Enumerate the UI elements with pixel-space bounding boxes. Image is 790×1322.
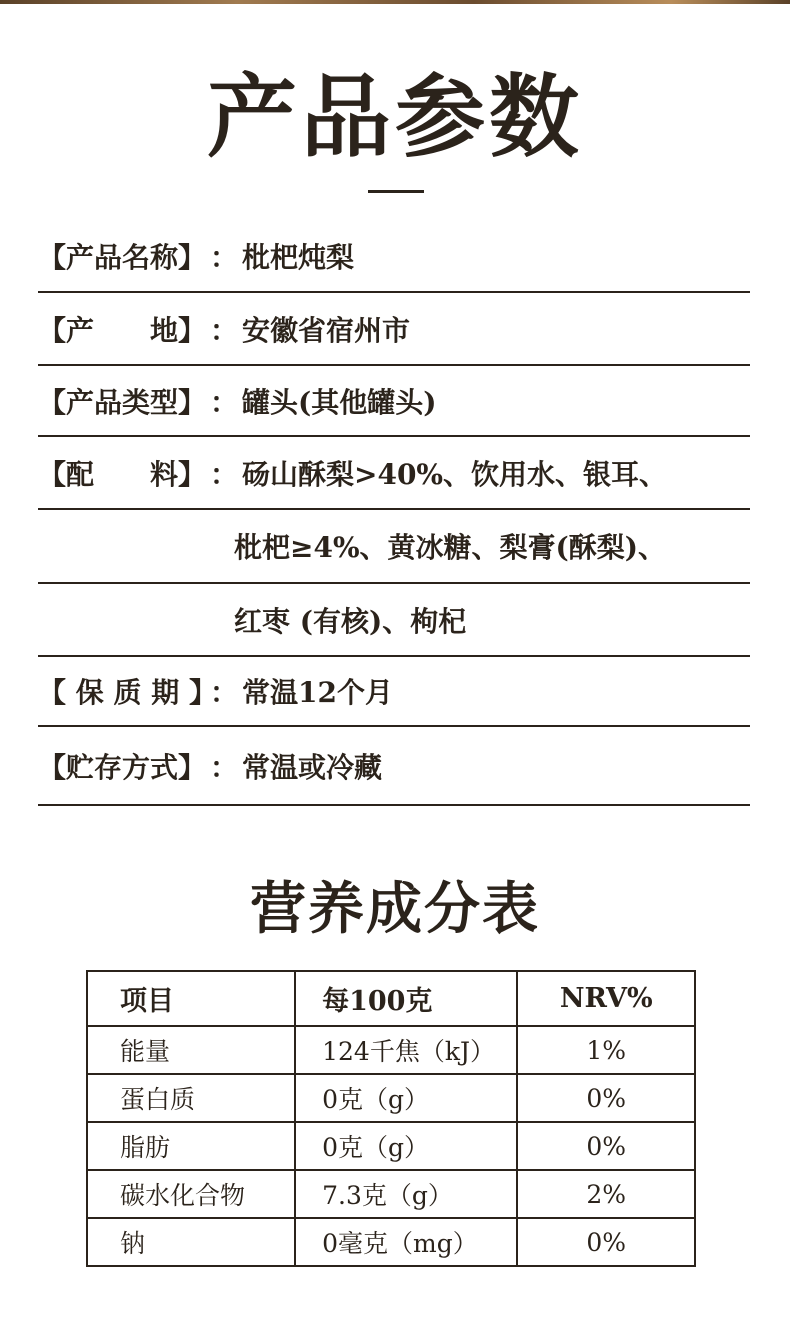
nutrient-name: 碳水化合物 [87,1170,295,1218]
param-row-origin [38,293,750,366]
nutrient-name: 钠 [87,1218,295,1266]
param-value: 砀山酥梨>40%、饮用水、银耳、 [242,457,668,491]
nutrient-amount: 7.3克（g） [295,1170,517,1218]
nutrient-nrv: 0% [517,1218,695,1266]
param-value: 枇杷≥4%、黄冰糖、梨膏(酥梨)、 [234,531,667,564]
nutrient-nrv: 2% [517,1170,695,1218]
nutrition-table [86,970,696,1267]
nutrition-title: 营养成分表 [250,876,540,942]
param-value: 枇杷炖梨 [242,240,355,274]
column-header-item: 项目 [87,971,295,1026]
param-key: 【产 地】 [38,313,207,347]
param-key: 【贮存方式】 [38,750,207,784]
param-separator: ： [210,750,239,784]
param-key: 【配 料】 [38,457,207,491]
param-key: 【 保 质 期 】 [38,676,217,709]
nutrient-amount: 124千焦（kJ） [295,1026,517,1074]
param-row-name [38,220,750,293]
nutrient-amount: 0克（g） [295,1122,517,1170]
nutrient-name: 蛋白质 [87,1074,295,1122]
param-row-ingredients-cont [38,510,750,584]
nutrient-name: 能量 [87,1026,295,1074]
nutrient-nrv: 1% [517,1026,695,1074]
title-divider [368,190,424,193]
column-header-per-100g: 每100克 [295,971,517,1026]
top-decorative-strip [0,0,790,4]
param-value: 红枣 (有核)、枸杞 [234,604,467,638]
table-row [87,1218,695,1266]
param-row-ingredients-cont [38,584,750,657]
param-separator: ： [210,313,239,347]
param-separator: ： [210,676,239,709]
param-key: 【产品类型】 [38,385,207,419]
table-header-row [87,971,695,1026]
param-separator: ： [210,457,239,491]
param-value: 常温或冷藏 [242,750,383,784]
table-row [87,1170,695,1218]
nutrient-nrv: 0% [517,1122,695,1170]
column-header-nrv: NRV% [517,971,695,1026]
product-params-list [38,220,750,806]
param-separator: ： [210,385,239,419]
param-row-shelf-life [38,657,750,727]
nutrient-amount: 0克（g） [295,1074,517,1122]
param-key: 【产品名称】 [38,240,207,274]
table-row [87,1026,695,1074]
nutrient-nrv: 0% [517,1074,695,1122]
table-row [87,1074,695,1122]
param-value: 罐头(其他罐头) [242,385,437,419]
param-row-ingredients [38,437,750,510]
param-row-storage [38,727,750,806]
param-value: 常温12个月 [242,676,393,709]
page-title: 产品参数 [207,64,583,170]
param-value: 安徽省宿州市 [242,313,411,347]
param-row-type [38,366,750,437]
param-separator: ： [210,240,239,274]
nutrient-name: 脂肪 [87,1122,295,1170]
table-row [87,1122,695,1170]
nutrient-amount: 0毫克（mg） [295,1218,517,1266]
